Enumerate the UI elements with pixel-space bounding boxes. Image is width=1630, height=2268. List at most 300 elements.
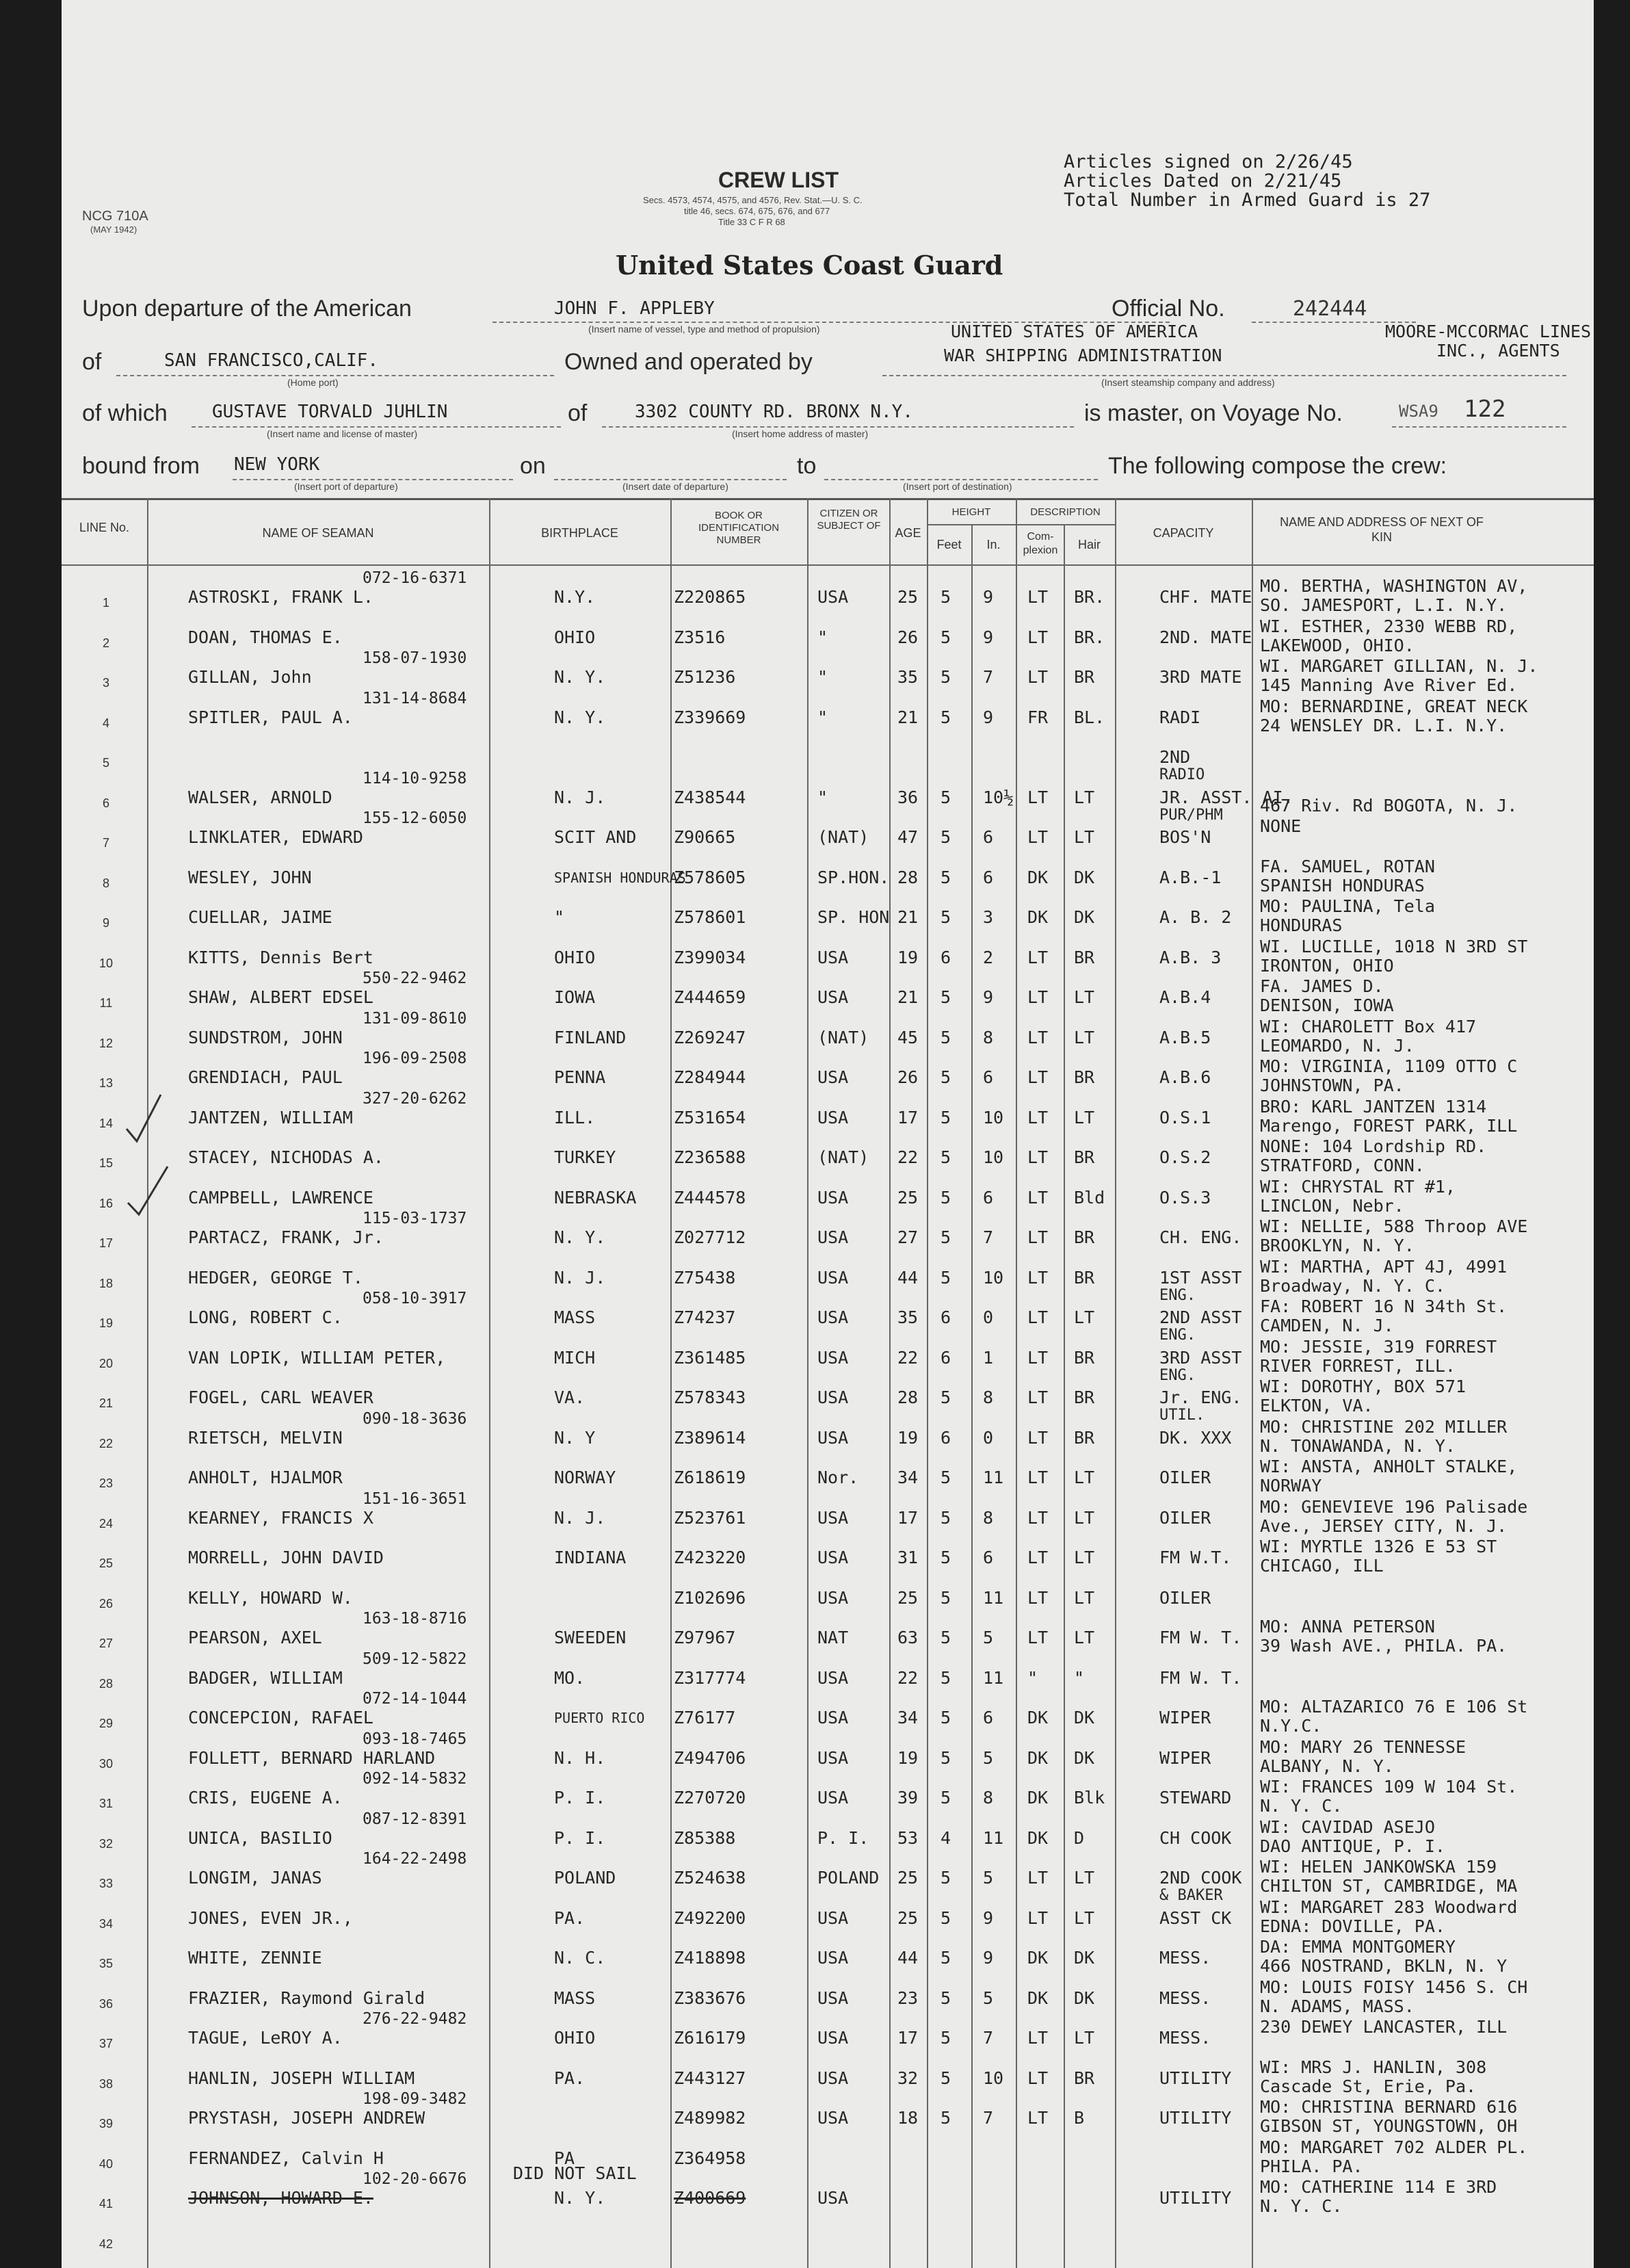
cell-name: HEDGER, GEORGE T. [188, 1267, 363, 1288]
cell-age: 44 [897, 1267, 919, 1288]
cell-name: RIETSCH, MELVIN [188, 1427, 343, 1448]
cell-book: Z339669 [674, 707, 746, 727]
cell-comp: LT [1027, 1628, 1049, 1647]
cell-name: WALSER, ARNOLD [188, 787, 332, 807]
cell-ft: 5 [941, 667, 951, 687]
cell-ft: 5 [941, 1987, 951, 2008]
cell-book: Z236588 [674, 1147, 746, 1167]
cell-book: Z284944 [674, 1067, 746, 1087]
cell-kin: MO: PAULINA, Tela [1260, 896, 1435, 916]
cell-kin-line-2: LEOMARDO, N. J. [1260, 1035, 1415, 1056]
cell-kin-line-2: HONDURAS [1260, 915, 1343, 935]
cell-kin: MO: ANNA PETERSON [1260, 1617, 1435, 1637]
cell-cit: NAT [817, 1628, 849, 1647]
cell-inch: 7 [983, 2028, 994, 2048]
cell-comp: LT [1027, 587, 1049, 607]
cell-age: 21 [897, 707, 919, 727]
social-security-number: 072-16-6371 [363, 569, 467, 587]
header-citizen: CITIZEN OR SUBJECT OF [817, 508, 881, 532]
cell-kin-line-2: N. Y. C. [1260, 2196, 1343, 2216]
cell-cap: OILER [1159, 1587, 1211, 1608]
cell-book: Z361485 [674, 1347, 746, 1368]
cell-comp: DK [1027, 1708, 1049, 1728]
cell-ft: 5 [941, 1387, 951, 1407]
cell-inch: 8 [983, 1027, 994, 1047]
cell-hair: LT [1074, 1107, 1095, 1128]
cell-name: CAMPBELL, LAWRENCE [188, 1187, 373, 1208]
cell-cit: USA [817, 2068, 849, 2088]
cell-bp: OHIO [554, 947, 596, 967]
cell-age: 34 [897, 1468, 919, 1487]
cell-kin-line-2: LINCLON, Nebr. [1260, 1195, 1404, 1216]
cell-name: KEARNEY, FRANCIS X [188, 1507, 373, 1528]
cell-ft: 5 [941, 1227, 951, 1247]
agent-line-2: INC., AGENTS [1436, 341, 1560, 361]
line-number: 38 [98, 2076, 114, 2091]
cell-kin-line-2: N. Y. C. [1260, 1796, 1343, 1816]
line-number: 34 [98, 1916, 114, 1931]
line-number: 29 [98, 1717, 114, 1730]
cell-cit: USA [817, 1907, 849, 1928]
cell-age: 63 [897, 1628, 919, 1647]
cell-cap: CH. ENG. [1159, 1227, 1242, 1247]
cell-inch: 6 [983, 1187, 994, 1208]
cell-ft: 5 [941, 2108, 951, 2128]
form-date: (MAY 1942) [90, 224, 137, 235]
cell-inch: 9 [983, 587, 994, 607]
cell-bp: N. J. [554, 1507, 606, 1528]
cell-ft: 5 [941, 1868, 951, 1888]
cell-kin: WI: NELLIE, 588 Throop AVE [1260, 1216, 1528, 1236]
cell-hair: DK [1074, 1747, 1095, 1768]
cell-cap: FM W. T. [1159, 1628, 1242, 1647]
cell-comp: LT [1027, 2108, 1049, 2128]
line-number: 6 [102, 796, 109, 810]
cell-name: FOGEL, CARL WEAVER [188, 1387, 373, 1407]
cell-kin: DA: EMMA MONTGOMERY [1260, 1937, 1456, 1957]
cell-cap: A.B.-1 [1159, 867, 1222, 887]
cell-kin: MO: JESSIE, 319 FORREST [1260, 1336, 1497, 1357]
cell-name: TAGUE, LeROY A. [188, 2028, 343, 2048]
cell-cit: " [817, 627, 828, 647]
cell-ft: 5 [941, 1067, 951, 1087]
cell-ft: 5 [941, 1747, 951, 1768]
cell-kin-line-2: 466 NOSTRAND, BKLN, N. Y [1260, 1956, 1508, 1976]
cell-kin-line-2: Cascade St, Erie, Pa. [1260, 2076, 1477, 2096]
cell-age: 36 [897, 787, 919, 807]
cell-cap: CHF. MATE [1159, 587, 1252, 607]
cell-bp: N. H. [554, 1747, 606, 1768]
cell-bp: PA [554, 2148, 575, 2168]
check-marks [120, 1088, 215, 1218]
cell-cap: UTILITY [1159, 2188, 1232, 2208]
cell-comp: DK [1027, 1948, 1049, 1968]
cell-inch: 7 [983, 1227, 994, 1247]
label-departure: Upon departure of the American [82, 296, 412, 322]
cell-cit: USA [817, 2188, 849, 2208]
cell-comp: LT [1027, 787, 1049, 807]
cell-age: 19 [897, 1747, 919, 1768]
cell-name: SHAW, ALBERT EDSEL [188, 987, 373, 1007]
cell-book: Z3516 [674, 627, 726, 647]
cell-hair: BR [1074, 1427, 1095, 1448]
line-number: 32 [98, 1836, 114, 1851]
cell-ft: 5 [941, 1507, 951, 1528]
cell-cap: OILER [1159, 1507, 1211, 1528]
cell-ft: 5 [941, 707, 951, 727]
header-age: AGE [895, 526, 921, 540]
cell-kin-line-2: Broadway, N. Y. C. [1260, 1275, 1445, 1296]
cell-cap: MESS. [1159, 1987, 1211, 2008]
statute-line-2: title 46, secs. 674, 675, 676, and 677 [684, 206, 830, 216]
cell-cap: A.B.6 [1159, 1067, 1211, 1087]
line-number: 18 [98, 1276, 114, 1290]
cell-name: SUNDSTROM, JOHN [188, 1027, 343, 1047]
cell-ft: 5 [941, 1788, 951, 1808]
cell-book: Z364958 [674, 2148, 746, 2168]
cell-inch: 8 [983, 1507, 994, 1528]
cell-hair: BR [1074, 1267, 1095, 1288]
cell-capacity-line-2: ENG. [1159, 1366, 1196, 1384]
cell-book: Z616179 [674, 2028, 746, 2048]
social-security-number: 087-12-8391 [363, 1810, 467, 1828]
header-capacity: CAPACITY [1153, 526, 1214, 540]
cell-age: 21 [897, 907, 919, 927]
cell-age: 53 [897, 1827, 919, 1848]
hint-vessel: (Insert name of vessel, type and method of propulsion) [588, 324, 820, 335]
cell-capacity-line-2: ENG. [1159, 1327, 1196, 1344]
cell-cit: USA [817, 1747, 849, 1768]
line-number: 42 [98, 2237, 114, 2251]
social-security-number: 092-14-5832 [363, 1770, 467, 1788]
cell-comp: DK [1027, 1987, 1049, 2008]
cell-cit: USA [817, 1708, 849, 1728]
cell-ft: 5 [941, 787, 951, 807]
line-number: 4 [102, 716, 109, 730]
cell-ft: 5 [941, 1708, 951, 1728]
cell-age: 21 [897, 987, 919, 1007]
cell-inch: 5 [983, 1628, 994, 1647]
cell-cap: A.B.4 [1159, 987, 1211, 1007]
social-security-number: 198-09-3482 [363, 2090, 467, 2108]
header-line-no: LINE No. [79, 521, 130, 534]
cell-cit: SP. HON [817, 907, 890, 927]
cell-hair: LT [1074, 1468, 1095, 1487]
cell-comp: LT [1027, 1387, 1049, 1407]
cell-cap: FM W. T. [1159, 1667, 1242, 1688]
cell-bp: N. Y. [554, 707, 606, 727]
cell-cit: USA [817, 1587, 849, 1608]
cell-kin: WI: MRS J. HANLIN, 308 [1260, 2057, 1487, 2077]
cell-hair: LT [1074, 1868, 1095, 1888]
cell-name: JANTZEN, WILLIAM [188, 1107, 353, 1128]
cell-age: 17 [897, 2028, 919, 2048]
cell-book: Z444659 [674, 987, 746, 1007]
cell-ft: 6 [941, 947, 951, 967]
cell-kin-line-2: STRATFORD, CONN. [1260, 1156, 1425, 1175]
line-number: 20 [98, 1356, 114, 1370]
cell-cit: USA [817, 1987, 849, 2008]
cell-book: Z51236 [674, 667, 736, 687]
cell-comp: LT [1027, 2028, 1049, 2048]
cell-name: PRYSTASH, JOSEPH ANDREW [188, 2108, 425, 2128]
label-owned: Owned and operated by [564, 349, 813, 375]
cell-inch: 8 [983, 1788, 994, 1808]
cell-name: LINKLATER, EDWARD [188, 827, 363, 847]
cell-bp: N. Y. [554, 1227, 606, 1247]
cell-age: 23 [897, 1987, 919, 2008]
cell-book: Z531654 [674, 1107, 746, 1128]
cell-age: 26 [897, 627, 919, 647]
cell-inch: 6 [983, 1548, 994, 1567]
cell-hair: DK [1074, 867, 1095, 887]
cell-cap: 3RD ASST [1159, 1347, 1242, 1368]
cell-bp: SWEEDEN [554, 1628, 627, 1647]
cell-comp: LT [1027, 1548, 1049, 1567]
cell-ft: 5 [941, 2068, 951, 2088]
cell-book: Z97967 [674, 1628, 736, 1647]
header-height: HEIGHT [951, 506, 991, 518]
cell-kin-line-2: JOHNSTOWN, PA. [1260, 1076, 1404, 1095]
cell-cap: BOS'N [1159, 827, 1211, 847]
cell-inch: 10 [983, 1107, 1004, 1128]
line-number: 23 [98, 1476, 114, 1490]
cell-book: Z492200 [674, 1907, 746, 1928]
cell-comp: LT [1027, 1187, 1049, 1208]
social-security-number: 196-09-2508 [363, 1050, 467, 1067]
cell-comp: LT [1027, 2068, 1049, 2088]
social-security-number: 151-16-3651 [363, 1489, 467, 1508]
cell-ft: 5 [941, 1948, 951, 1968]
cell-hair: BR [1074, 2068, 1095, 2088]
cell-book: Z443127 [674, 2068, 746, 2088]
cell-cap: CH COOK [1159, 1827, 1232, 1848]
line-number: 31 [98, 1797, 114, 1810]
cell-kin-line-2: Marengo, FOREST PARK, ILL [1260, 1115, 1518, 1136]
line-number: 30 [98, 1756, 114, 1771]
cell-comp: LT [1027, 1587, 1049, 1608]
cell-kin: MO. BERTHA, WASHINGTON AV, [1260, 576, 1528, 596]
cell-name: SPITLER, PAUL A. [188, 707, 353, 727]
hint-home-port: (Home port) [287, 377, 339, 388]
cell-hair: BR. [1074, 587, 1105, 607]
cell-inch: 11 [983, 1827, 1004, 1848]
cell-ft: 5 [941, 1468, 951, 1487]
cell-hair: D [1074, 1827, 1085, 1848]
cell-age: 35 [897, 1307, 919, 1327]
cell-kin: WI: CAVIDAD ASEJO [1260, 1816, 1435, 1837]
cell-kin: FA. SAMUEL, ROTAN [1260, 856, 1435, 876]
cell-capacity-line-2: & BAKER [1159, 1887, 1223, 1904]
cell-name: KITTS, Dennis Bert [188, 947, 373, 967]
cell-name: CONCEPCION, RAFAEL [188, 1708, 373, 1728]
line-number: 11 [99, 996, 113, 1010]
line-number: 7 [102, 836, 109, 850]
cell-capacity-line-2: ENG. [1159, 1286, 1196, 1304]
cell-kin: WI: CHAROLETT Box 417 [1260, 1016, 1477, 1037]
cell-bp: NEBRASKA [554, 1187, 637, 1208]
agent-line-1: MOORE-MCCORMAC LINES [1385, 322, 1592, 341]
line-number: 5 [102, 756, 109, 770]
label-following: The following compose the crew: [1108, 453, 1447, 479]
cell-kin-line-2: N. TONAWANDA, N. Y. [1260, 1435, 1456, 1456]
line-number: 13 [98, 1076, 114, 1090]
cell-ft: 5 [941, 827, 951, 847]
cell-kin: MO: BERNARDINE, GREAT NECK [1260, 696, 1528, 716]
cell-cit: USA [817, 1347, 849, 1368]
cell-cap: UTILITY [1159, 2108, 1232, 2128]
cell-comp: LT [1027, 1868, 1049, 1888]
cell-comp: LT [1027, 1067, 1049, 1087]
cell-bp: INDIANA [554, 1548, 627, 1567]
cell-name: JONES, EVEN JR., [188, 1907, 353, 1928]
cell-ft: 5 [941, 1907, 951, 1928]
line-number: 26 [98, 1596, 114, 1611]
cell-bp: NORWAY [554, 1468, 616, 1487]
cell-kin-line-2: DENISON, IOWA [1260, 995, 1394, 1015]
cell-age: 47 [897, 827, 919, 847]
cell-inch: 6 [983, 867, 994, 887]
line-number: 17 [98, 1236, 114, 1250]
hint-port-destination: (Insert port of destination) [903, 481, 1012, 492]
agency-title: United States Coast Guard [616, 250, 1003, 281]
cell-kin-line-2: ELKTON, VA. [1260, 1396, 1373, 1416]
cell-cap: OILER [1159, 1468, 1211, 1487]
header-description: DESCRIPTION [1030, 506, 1101, 518]
cell-cit: USA [817, 947, 849, 967]
cell-comp: DK [1027, 867, 1049, 887]
cell-bp: MICH [554, 1347, 596, 1368]
cell-age: 25 [897, 587, 919, 607]
cell-age: 25 [897, 1587, 919, 1608]
social-security-number: 115-03-1737 [363, 1210, 467, 1227]
cell-hair: DK [1074, 1708, 1095, 1728]
header-kin: NAME AND ADDRESS OF NEXT OF KIN [1280, 515, 1484, 544]
cell-inch: 6 [983, 827, 994, 847]
cell-inch: 6 [983, 1708, 994, 1728]
cell-bp: P. I. [554, 1788, 606, 1808]
cell-age: 22 [897, 1667, 919, 1688]
cell-inch: 5 [983, 1868, 994, 1888]
cell-ft: 5 [941, 1187, 951, 1208]
cell-age: 31 [897, 1548, 919, 1567]
line-number: 3 [102, 676, 109, 690]
cell-kin: MO: CHRISTINE 202 MILLER [1260, 1416, 1508, 1437]
cell-bp: P. I. [554, 1827, 606, 1848]
cell-kin-line-2: 145 Manning Ave River Ed. [1260, 675, 1518, 695]
cell-kin-line-2: N.Y.C. [1260, 1716, 1322, 1736]
cell-hair: BL. [1074, 707, 1105, 727]
cell-book: Z578605 [674, 867, 746, 887]
cell-name: BADGER, WILLIAM [188, 1667, 343, 1688]
cell-book: Z90665 [674, 827, 736, 847]
cell-comp: DK [1027, 1827, 1049, 1848]
cell-kin-line-2: 467 Riv. Rd BOGOTA, N. J. [1260, 795, 1518, 816]
home-port: SAN FRANCISCO,CALIF. [164, 350, 379, 371]
cell-hair: LT [1074, 987, 1095, 1007]
cell-kin-line-2: NORWAY [1260, 1476, 1322, 1496]
master-address: 3302 COUNTY RD. BRONX N.Y. [635, 402, 913, 422]
cell-bp: N.Y. [554, 587, 596, 607]
cell-book: Z270720 [674, 1788, 746, 1808]
cell-hair: BR [1074, 1147, 1095, 1167]
cell-name: UNICA, BASILIO [188, 1827, 332, 1848]
cell-comp: LT [1027, 627, 1049, 647]
label-of-2: of [568, 400, 588, 426]
cell-bp: " [554, 907, 565, 927]
cell-bp: ILL. [554, 1107, 596, 1128]
cell-capacity-line-2: RADIO [1159, 766, 1205, 783]
line-number: 10 [98, 956, 114, 970]
cell-inch: 5 [983, 1987, 994, 2008]
cell-book: Z618619 [674, 1468, 746, 1487]
cell-cit: " [817, 707, 828, 727]
cell-age: 25 [897, 1907, 919, 1928]
cell-book: Z85388 [674, 1827, 736, 1848]
cell-inch: 9 [983, 627, 994, 647]
cell-hair: BR. [1074, 627, 1105, 647]
cell-name: ANHOLT, HJALMOR [188, 1468, 343, 1487]
line-number: 22 [98, 1436, 114, 1450]
line-number: 24 [98, 1516, 114, 1530]
cell-cit: USA [817, 1067, 849, 1087]
cell-age: 26 [897, 1067, 919, 1087]
cell-capacity-line-2: UTIL. [1159, 1407, 1205, 1424]
cell-age: 18 [897, 2108, 919, 2128]
social-security-number: 276-22-9482 [363, 2010, 467, 2028]
vessel-name: JOHN F. APPLEBY [554, 298, 715, 319]
cell-name: FRAZIER, Raymond Girald [188, 1987, 425, 2008]
cell-bp: MO. [554, 1667, 586, 1688]
label-of-which: of which [82, 400, 168, 426]
cell-bp: MASS [554, 1307, 596, 1327]
cell-book: Z027712 [674, 1227, 746, 1247]
social-security-number: 058-10-3917 [363, 1290, 467, 1307]
header-hair: Hair [1077, 538, 1101, 551]
cell-age: 22 [897, 1347, 919, 1368]
cell-ft: 5 [941, 1107, 951, 1128]
crew-list-page [62, 0, 1594, 2268]
cell-ft: 5 [941, 2028, 951, 2048]
social-security-number: 158-07-1930 [363, 649, 467, 667]
cell-book: Z578343 [674, 1387, 746, 1407]
cell-inch: 10 [983, 1147, 1004, 1167]
cell-ft: 5 [941, 1147, 951, 1167]
label-bound-from: bound from [82, 453, 200, 479]
cell-hair: LT [1074, 1587, 1095, 1608]
cell-hair: LT [1074, 1548, 1095, 1567]
cell-age: 19 [897, 947, 919, 967]
cell-kin: WI. LUCILLE, 1018 N 3RD ST [1260, 936, 1528, 956]
cell-ft: 6 [941, 1307, 951, 1327]
cell-bp: N. C. [554, 1948, 606, 1968]
cell-bp: SCIT AND [554, 827, 637, 847]
cell-age: 28 [897, 867, 919, 887]
cell-age: 34 [897, 1708, 919, 1728]
social-security-number: 163-18-8716 [363, 1610, 467, 1628]
cell-kin: WI: MARGARET 283 Woodward [1260, 1896, 1518, 1917]
cell-comp: LT [1027, 1267, 1049, 1288]
line-number: 19 [98, 1316, 114, 1330]
cell-book: Z75438 [674, 1267, 736, 1288]
cell-name: FOLLETT, BERNARD HARLAND [188, 1747, 436, 1768]
cell-comp: LT [1027, 987, 1049, 1007]
annotation-armed-guard: Total Number in Armed Guard is 27 [1064, 190, 1431, 211]
cell-cap: A.B.5 [1159, 1027, 1211, 1047]
cell-book: Z489982 [674, 2108, 746, 2128]
cell-inch: 2 [983, 947, 994, 967]
cell-name: DOAN, THOMAS E. [188, 627, 343, 647]
